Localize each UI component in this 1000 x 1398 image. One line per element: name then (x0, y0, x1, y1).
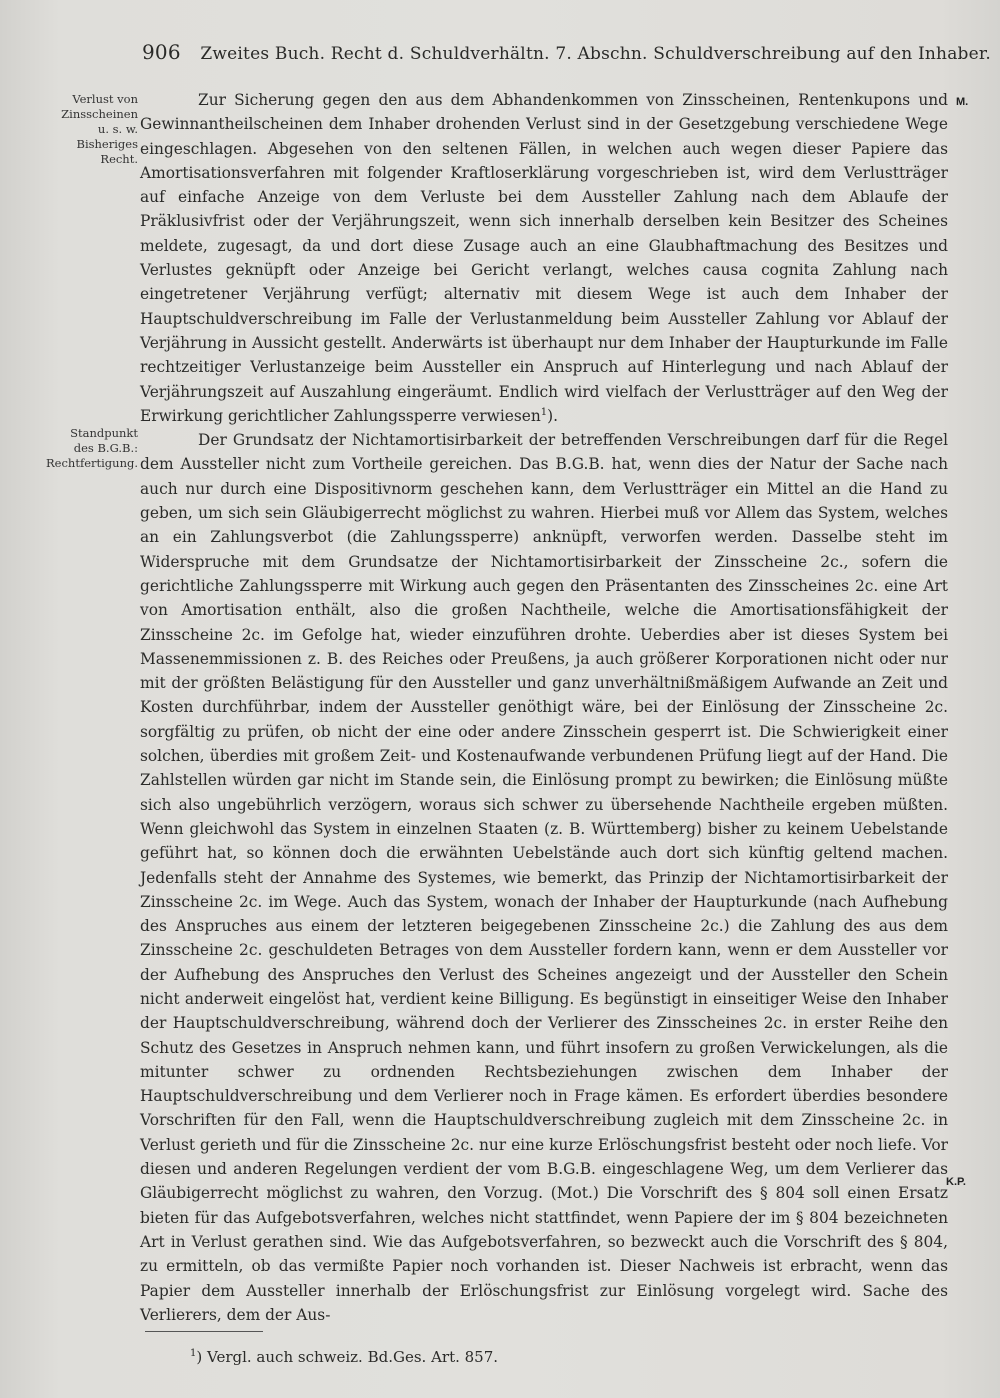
margin-note-line: Recht. (100, 152, 138, 166)
footnote-text: ) Vergl. auch schweiz. Bd.Ges. Art. 857. (196, 1348, 499, 1366)
footnote-rule (145, 1331, 263, 1332)
margin-note-line: u. s. w. (97, 122, 138, 136)
main-text (140, 88, 948, 1327)
margin-note-line: Standpunkt (70, 426, 138, 440)
margin-note-line: Rechtfertigung. (46, 456, 138, 470)
side-mark-m: M. (956, 96, 969, 108)
margin-note-line: Zinsscheinen (61, 107, 138, 121)
running-title: Zweites Buch. Recht d. Schuldverhältn. 7. Abschn. Schuldverschreibung auf den Inhaber. (200, 44, 991, 64)
margin-note-standpoint (46, 426, 138, 471)
footnote-marker: 1 (190, 1348, 197, 1359)
paragraph-1-text: Zur Sicherung gegen den aus dem Abhandenkommen von Zinsscheinen, Rentenkupons und Gewinnantheilscheinen dem Inhaber drohenden Verlust sind in der Gesetzgebung verschiedene Wege eingeschlagen. Abgesehen von den seltenen Fällen, in welchen auch wegen dieser Papiere das Amortisationsverfahren mit folgender Kraftloserklärung vorgeschrieben ist, wird dem Verlustträger auf einfache Anzeige von dem Verluste bei dem Aussteller Zahlung nach dem Ablaufe der Präklusivfrist oder der Verjährungszeit, wenn sich innerhalb derselben kein Besitzer des Scheines meldete, zugesagt, da und dort diese Zusage auch an eine Glaubhaftmachung des Besitzes und Verlustes geknüpft oder Anzeige bei Gericht verlangt, welches causa cognita Zahlung nach eingetretener Verjährung verfügt; alternativ mit diesem Wege ist auch dem Inhaber der Hauptschuldverschreibung im Falle der Verlustanmeldung beim Aussteller Zahlung vor Ablauf der Verjährung in Aussicht gestellt. Anderwärts ist überhaupt nur dem Inhaber der Haupturkunde im Falle rechtzeitiger Verlustanzeige beim Aussteller ein Anspruch auf Hinterlegung und nach Ablauf der Verjährungszeit auf Auszahlung eingeräumt. Endlich wird vielfach der Verlustträger auf den Weg der Erwirkung gerichtlicher Zahlungssperre verwiesen (140, 91, 948, 425)
footnote-ref: 1 (540, 406, 548, 418)
side-mark-kp: K.P. (946, 1176, 966, 1188)
margin-note-line: des B.G.B.: (73, 441, 138, 455)
margin-note-line: Verlust von (72, 92, 138, 106)
page-number: 906 (142, 40, 181, 64)
margin-note-loss (46, 92, 138, 167)
paragraph-2: Der Grundsatz der Nichtamortisirbarkeit der betreffenden Verschreibungen darf für die Regel dem Aussteller nicht zum Vortheile gereichen. Das B.G.B. hat, wenn dies der Natur der Sache nach auch nur durch eine Dispositivnorm geschehen kann, dem Verlustträger ein Mittel an die Hand zu geben, um sich sein Gläubigerrecht möglichst zu wahren. Hierbei muß vor Allem das System, welches an ein Zahlungsverbot (die Zahlungssperre) anknüpft, verworfen werden. Dasselbe steht im Widerspruche mit dem Grundsatze der Nichtamortisirbarkeit der Zinsscheine 2c., sofern die gerichtliche Zahlungssperre mit Wirkung auch gegen den Präsentanten des Zinsscheines 2c. eine Art von Amortisation enthält, also die großen Nachtheile, welche die Amortisationsfähigkeit der Zinsscheine 2c. im Gefolge hat, wieder einzuführen drohte. Ueberdies aber ist dieses System bei Massenemmissionen z. B. des Reiches oder Preußens, ja auch größerer Korporationen nicht oder nur mit der größten Belästigung für den Aussteller und ganz unverhältnißmäßigem Aufwande an Zeit und Kosten durchführbar, indem der Aussteller genöthigt wäre, bei der Einlösung der Zinsscheine 2c. sorgfältig zu prüfen, ob nicht der eine oder andere Zinsschein gesperrt ist. Die Schwierigkeit einer solchen, überdies mit großem Zeit- und Kostenaufwande verbundenen Prüfung liegt auf der Hand. Die Zahlstellen würden gar nicht im Stande sein, die Einlösung prompt zu bewirken; die Einlösung müßte sich also ungebührlich verzögern, woraus sich schwer zu übersehende Nachtheile ergeben müßten. Wenn gleichwohl das System in einzelnen Staaten (z. B. Württemberg) bisher zu keinem Uebelstande geführt hat, so können doch die erwähnten Uebelstände auch dort sich künftig geltend machen. Jedenfalls steht der Annahme des Systemes, wie bemerkt, das Prinzip der Nichtamortisirbarkeit der Zinsscheine 2c. im Wege. Auch das System, wonach der Inhaber der Haupturkunde (nach Aufhebung des Anspruches aus einem der letzteren beigegebenen Zinsscheine 2c.) die Zahlung des aus dem Zinsscheine 2c. geschuldeten Betrages von dem Aussteller fordern kann, wenn er dem Aussteller vor der Aufhebung des Anspruches den Verlust des Scheines angezeigt und der Aussteller den Schein nicht anderweit eingelöst hat, verdient keine Billigung. Es begünstigt in einseitiger Weise den Inhaber der Hauptschuldverschreibung, während doch der Verlierer des Zinsscheines 2c. in erster Reihe den Schutz des Gesetzes in Anspruch nehmen kann, und führt insofern zu großen Verwickelungen, als die mitunter schwer zu ordnenden Rechtsbeziehungen zwischen dem Inhaber der Hauptschuldverschreibung und dem Verlierer noch in Frage kämen. Es erfordert überdies besondere Vorschriften für den Fall, wenn die Hauptschuldverschreibung zugleich mit dem Zinsscheine 2c. in Verlust gerieth und für die Zinsscheine 2c. nur eine kurze Erlöschungsfrist besteht oder noch liefe. Vor diesen und anderen Regelungen verdient der vom B.G.B. eingeschlagene Weg, um dem Verlierer das Gläubigerrecht möglichst zu wahren, den Vorzug. (Mot.) Die Vorschrift des § 804 soll einen Ersatz bieten für das Aufgebotsverfahren, welches nicht stattfindet, wenn Papiere der im § 804 bezeichneten Art in Verlust gerathen sind. Wie das Aufgebotsverfahren, so bezweckt auch die Vorschrift des § 804, zu ermitteln, ob das vermißte Papier noch vorhanden ist. Dieser Nachweis ist erbracht, wenn das Papier dem Aussteller innerhalb der Erlöschungsfrist zur Einlösung vorgelegt wird. Sache des Verlierers, dem der Aus- (140, 431, 948, 1324)
margin-note-line: Bisheriges (76, 137, 138, 151)
footnote (190, 1348, 498, 1366)
paragraph-1-end: ). (547, 406, 559, 425)
running-head (142, 40, 991, 64)
paragraph-1 (140, 88, 948, 428)
